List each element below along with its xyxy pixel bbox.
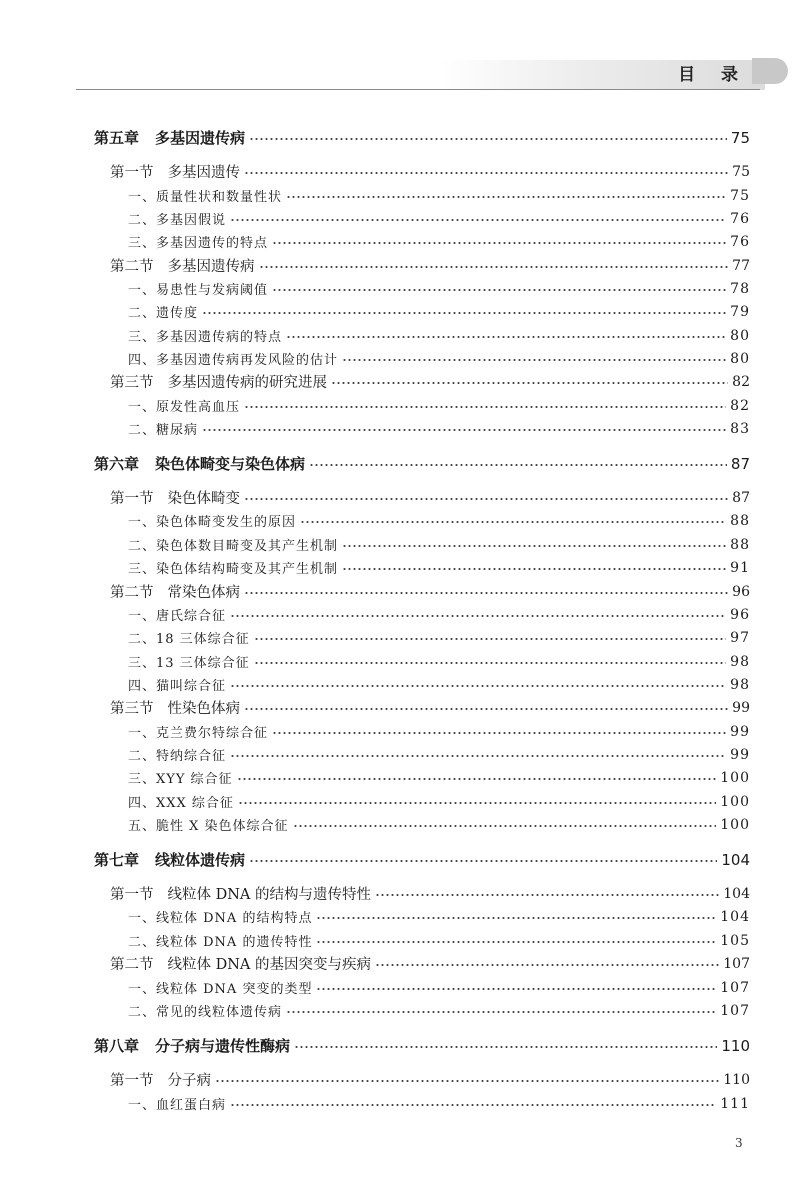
dot-leader — [244, 696, 728, 719]
dot-leader — [294, 1034, 717, 1057]
toc-entry-title: 三、13 三体综合征 — [128, 656, 250, 671]
toc-item[interactable] — [128, 626, 750, 649]
dot-leader — [249, 126, 727, 149]
toc-page-number: 110 — [723, 1071, 750, 1088]
toc-item[interactable] — [128, 533, 750, 556]
toc-entry-title: 常染色体病 — [167, 585, 240, 601]
toc-item[interactable] — [128, 999, 750, 1022]
dot-leader — [342, 347, 726, 370]
dot-leader — [249, 848, 717, 871]
toc-page-number: 88 — [730, 536, 750, 553]
dot-leader — [272, 230, 726, 253]
toc-entry-title: 一、原发性高血压 — [128, 400, 241, 415]
toc-item[interactable] — [128, 394, 750, 417]
toc-page-number: 99 — [732, 699, 750, 716]
toc-page-number: 96 — [732, 583, 750, 600]
toc-item[interactable] — [128, 556, 750, 579]
toc-entry-label: 第二节 — [110, 585, 154, 601]
dot-leader — [286, 999, 716, 1022]
toc-item[interactable] — [128, 300, 750, 323]
dot-leader — [272, 277, 726, 300]
toc-entry-title: 二、多基因假说 — [128, 213, 227, 228]
toc-entry-title: 分子病 — [167, 1073, 211, 1089]
dot-leader — [272, 720, 726, 743]
toc-entry-title: 三、多基因遗传的特点 — [128, 236, 269, 251]
dot-leader — [254, 626, 726, 649]
toc-item[interactable] — [128, 509, 750, 532]
dot-leader — [230, 207, 726, 230]
toc-page-number: 104 — [720, 908, 750, 925]
toc-page-number: 107 — [720, 1002, 750, 1019]
toc-entry-title: 染色体畸变 — [167, 491, 240, 507]
toc-page-number: 99 — [730, 746, 750, 763]
dot-leader — [375, 952, 719, 975]
dot-leader — [202, 300, 726, 323]
toc-entry-title: 二、糖尿病 — [128, 423, 199, 438]
toc-entry-title: 分子病与遗传性酶病 — [155, 1037, 291, 1055]
dot-leader — [316, 976, 716, 999]
dot-leader — [342, 533, 726, 556]
toc-item[interactable] — [128, 603, 750, 626]
toc-page-number: 98 — [730, 653, 750, 670]
toc-entry-title: 多基因遗传病的研究进展 — [167, 375, 327, 391]
toc-chapter[interactable] — [94, 1034, 750, 1057]
page-title: 目 录 — [678, 65, 748, 85]
toc-page-number: 105 — [720, 932, 750, 949]
toc-entry-label: 第二节 — [110, 259, 154, 275]
toc-entry-title: 二、遗传度 — [128, 306, 199, 321]
toc-entry-label: 第一节 — [110, 165, 154, 181]
toc-item[interactable] — [128, 230, 750, 253]
toc-entry-title: 五、脆性 X 染色体综合征 — [128, 819, 289, 834]
toc-page-number: 99 — [730, 723, 750, 740]
toc-item[interactable] — [128, 673, 750, 696]
toc-page-number: 82 — [730, 397, 750, 414]
page-number: 3 — [735, 1136, 743, 1150]
dot-leader — [309, 452, 727, 475]
dot-leader — [244, 394, 726, 417]
toc-item[interactable] — [128, 720, 750, 743]
toc-section[interactable] — [110, 160, 750, 183]
toc-entry-title: 二、特纳综合征 — [128, 749, 227, 764]
dot-leader — [230, 1092, 716, 1115]
toc-page-number: 76 — [730, 210, 750, 227]
toc-item[interactable] — [128, 813, 750, 836]
toc-page-number: 100 — [720, 816, 750, 833]
toc-entry-label: 第一节 — [110, 887, 154, 903]
toc-item[interactable] — [128, 766, 750, 789]
toc-item[interactable] — [128, 743, 750, 766]
toc-entry-title: 多基因遗传 — [167, 165, 240, 181]
dot-leader — [238, 790, 716, 813]
toc-entry-title: 一、易患性与发病阈值 — [128, 283, 269, 298]
toc-page-number: 104 — [723, 885, 750, 902]
toc-entry-label: 第五章 — [94, 129, 140, 147]
dot-leader — [331, 370, 728, 393]
toc-entry-label: 第七章 — [94, 851, 140, 869]
dot-leader — [215, 1068, 719, 1091]
toc-section[interactable] — [110, 254, 750, 277]
toc-item[interactable] — [128, 347, 750, 370]
toc-entry-title: 二、18 三体综合征 — [128, 632, 250, 647]
toc-entry-label: 第一节 — [110, 1073, 154, 1089]
toc-item[interactable] — [128, 905, 750, 928]
toc-item[interactable] — [128, 277, 750, 300]
dot-leader — [286, 324, 726, 347]
toc-item[interactable] — [128, 207, 750, 230]
toc-page-number: 107 — [720, 979, 750, 996]
toc-page-number: 76 — [730, 233, 750, 250]
toc-page-number: 87 — [732, 489, 750, 506]
toc-entry-title: 一、血红蛋白病 — [128, 1098, 227, 1113]
toc-chapter[interactable] — [94, 126, 750, 149]
toc-item[interactable] — [128, 184, 750, 207]
toc-section[interactable] — [110, 1068, 750, 1091]
toc-page-number: 111 — [720, 1095, 750, 1112]
toc-page-number: 75 — [730, 187, 750, 204]
toc-page-number: 77 — [732, 257, 750, 274]
toc-item[interactable] — [128, 790, 750, 813]
toc-entry-title: 二、染色体数目畸变及其产生机制 — [128, 539, 339, 554]
toc-entry-title: 一、质量性状和数量性状 — [128, 190, 283, 205]
toc-entry-title: 染色体畸变与染色体病 — [155, 455, 306, 473]
toc-page-number: 88 — [730, 512, 750, 529]
toc-page-number: 100 — [720, 769, 750, 786]
toc-entry-title: 一、唐氏综合征 — [128, 609, 227, 624]
toc-entry-title: 线粒体遗传病 — [155, 851, 246, 869]
toc-entry-title: 三、多基因遗传病的特点 — [128, 330, 283, 345]
toc-entry-title: 一、克兰费尔特综合征 — [128, 726, 269, 741]
toc-entry-title: 多基因遗传病 — [167, 259, 255, 275]
dot-leader — [244, 486, 728, 509]
dot-leader — [202, 417, 726, 440]
toc-section[interactable] — [110, 370, 750, 393]
toc-entry-title: 二、常见的线粒体遗传病 — [128, 1005, 283, 1020]
toc-page-number: 75 — [732, 163, 750, 180]
dot-leader — [254, 650, 726, 673]
toc-page-number: 80 — [730, 350, 750, 367]
dot-leader — [286, 184, 726, 207]
toc-entry-title: 三、染色体结构畸变及其产生机制 — [128, 562, 339, 577]
toc-page-number: 75 — [730, 128, 750, 147]
toc-section[interactable] — [110, 882, 750, 905]
toc-item[interactable] — [128, 929, 750, 952]
dot-leader — [230, 673, 726, 696]
dot-leader — [300, 509, 726, 532]
toc-entry-title: 一、线粒体 DNA 的结构特点 — [128, 911, 313, 926]
toc-page-number: 107 — [723, 955, 750, 972]
toc-entry-label: 第三节 — [110, 701, 154, 717]
dot-leader — [375, 882, 719, 905]
toc-entry-label: 第六章 — [94, 455, 140, 473]
toc-entry-label: 第二节 — [110, 957, 154, 973]
toc-item[interactable] — [128, 650, 750, 673]
toc-entry-label: 第三节 — [110, 375, 154, 391]
toc-entry-title: 四、猫叫综合征 — [128, 679, 227, 694]
dot-leader — [244, 160, 728, 183]
toc-page-number: 83 — [730, 420, 750, 437]
toc-entry-title: 线粒体 DNA 的基因突变与疾病 — [167, 957, 372, 973]
toc-page-number: 97 — [730, 629, 750, 646]
toc-item[interactable] — [128, 417, 750, 440]
toc-entry-title: 一、线粒体 DNA 突变的类型 — [128, 982, 313, 997]
toc-entry-title: 多基因遗传病 — [155, 129, 246, 147]
toc-page-number: 110 — [721, 1036, 750, 1055]
toc-page-number: 82 — [732, 373, 750, 390]
dot-leader — [293, 813, 717, 836]
dot-leader — [230, 743, 726, 766]
toc-entry-title: 一、染色体畸变发生的原因 — [128, 515, 297, 530]
toc-chapter[interactable] — [94, 452, 750, 475]
dot-leader — [259, 254, 729, 277]
toc-section[interactable] — [110, 580, 750, 603]
toc-page-number: 79 — [730, 303, 750, 320]
toc-section[interactable] — [110, 696, 750, 719]
toc-entry-title: 二、线粒体 DNA 的遗传特性 — [128, 935, 313, 950]
toc-entry-label: 第一节 — [110, 491, 154, 507]
toc-page-number: 91 — [730, 559, 750, 576]
toc-entry-title: 四、XXX 综合征 — [128, 796, 234, 811]
toc-page-number: 80 — [730, 327, 750, 344]
toc-entry-title: 性染色体病 — [167, 701, 240, 717]
toc-page-number: 78 — [730, 280, 750, 297]
toc-page-number: 104 — [721, 850, 750, 869]
toc-section[interactable] — [110, 486, 750, 509]
toc-entry-title: 四、多基因遗传病再发风险的估计 — [128, 353, 339, 368]
toc-entry-title: 线粒体 DNA 的结构与遗传特性 — [167, 887, 372, 903]
toc-entry-title: 三、XYY 综合征 — [128, 772, 233, 787]
toc-item[interactable] — [128, 976, 750, 999]
dot-leader — [316, 929, 716, 952]
dot-leader — [244, 580, 728, 603]
toc-page-number: 96 — [730, 606, 750, 623]
toc-item[interactable] — [128, 324, 750, 347]
toc-page-number: 87 — [730, 454, 750, 473]
dot-leader — [316, 905, 716, 928]
dot-leader — [230, 603, 726, 626]
toc-chapter[interactable] — [94, 848, 750, 871]
toc-section[interactable] — [110, 952, 750, 975]
toc-page-number: 100 — [720, 793, 750, 810]
toc-item[interactable] — [128, 1092, 750, 1115]
toc-entry-label: 第八章 — [94, 1037, 140, 1055]
toc-page-number: 98 — [730, 676, 750, 693]
dot-leader — [237, 766, 717, 789]
dot-leader — [342, 556, 726, 579]
